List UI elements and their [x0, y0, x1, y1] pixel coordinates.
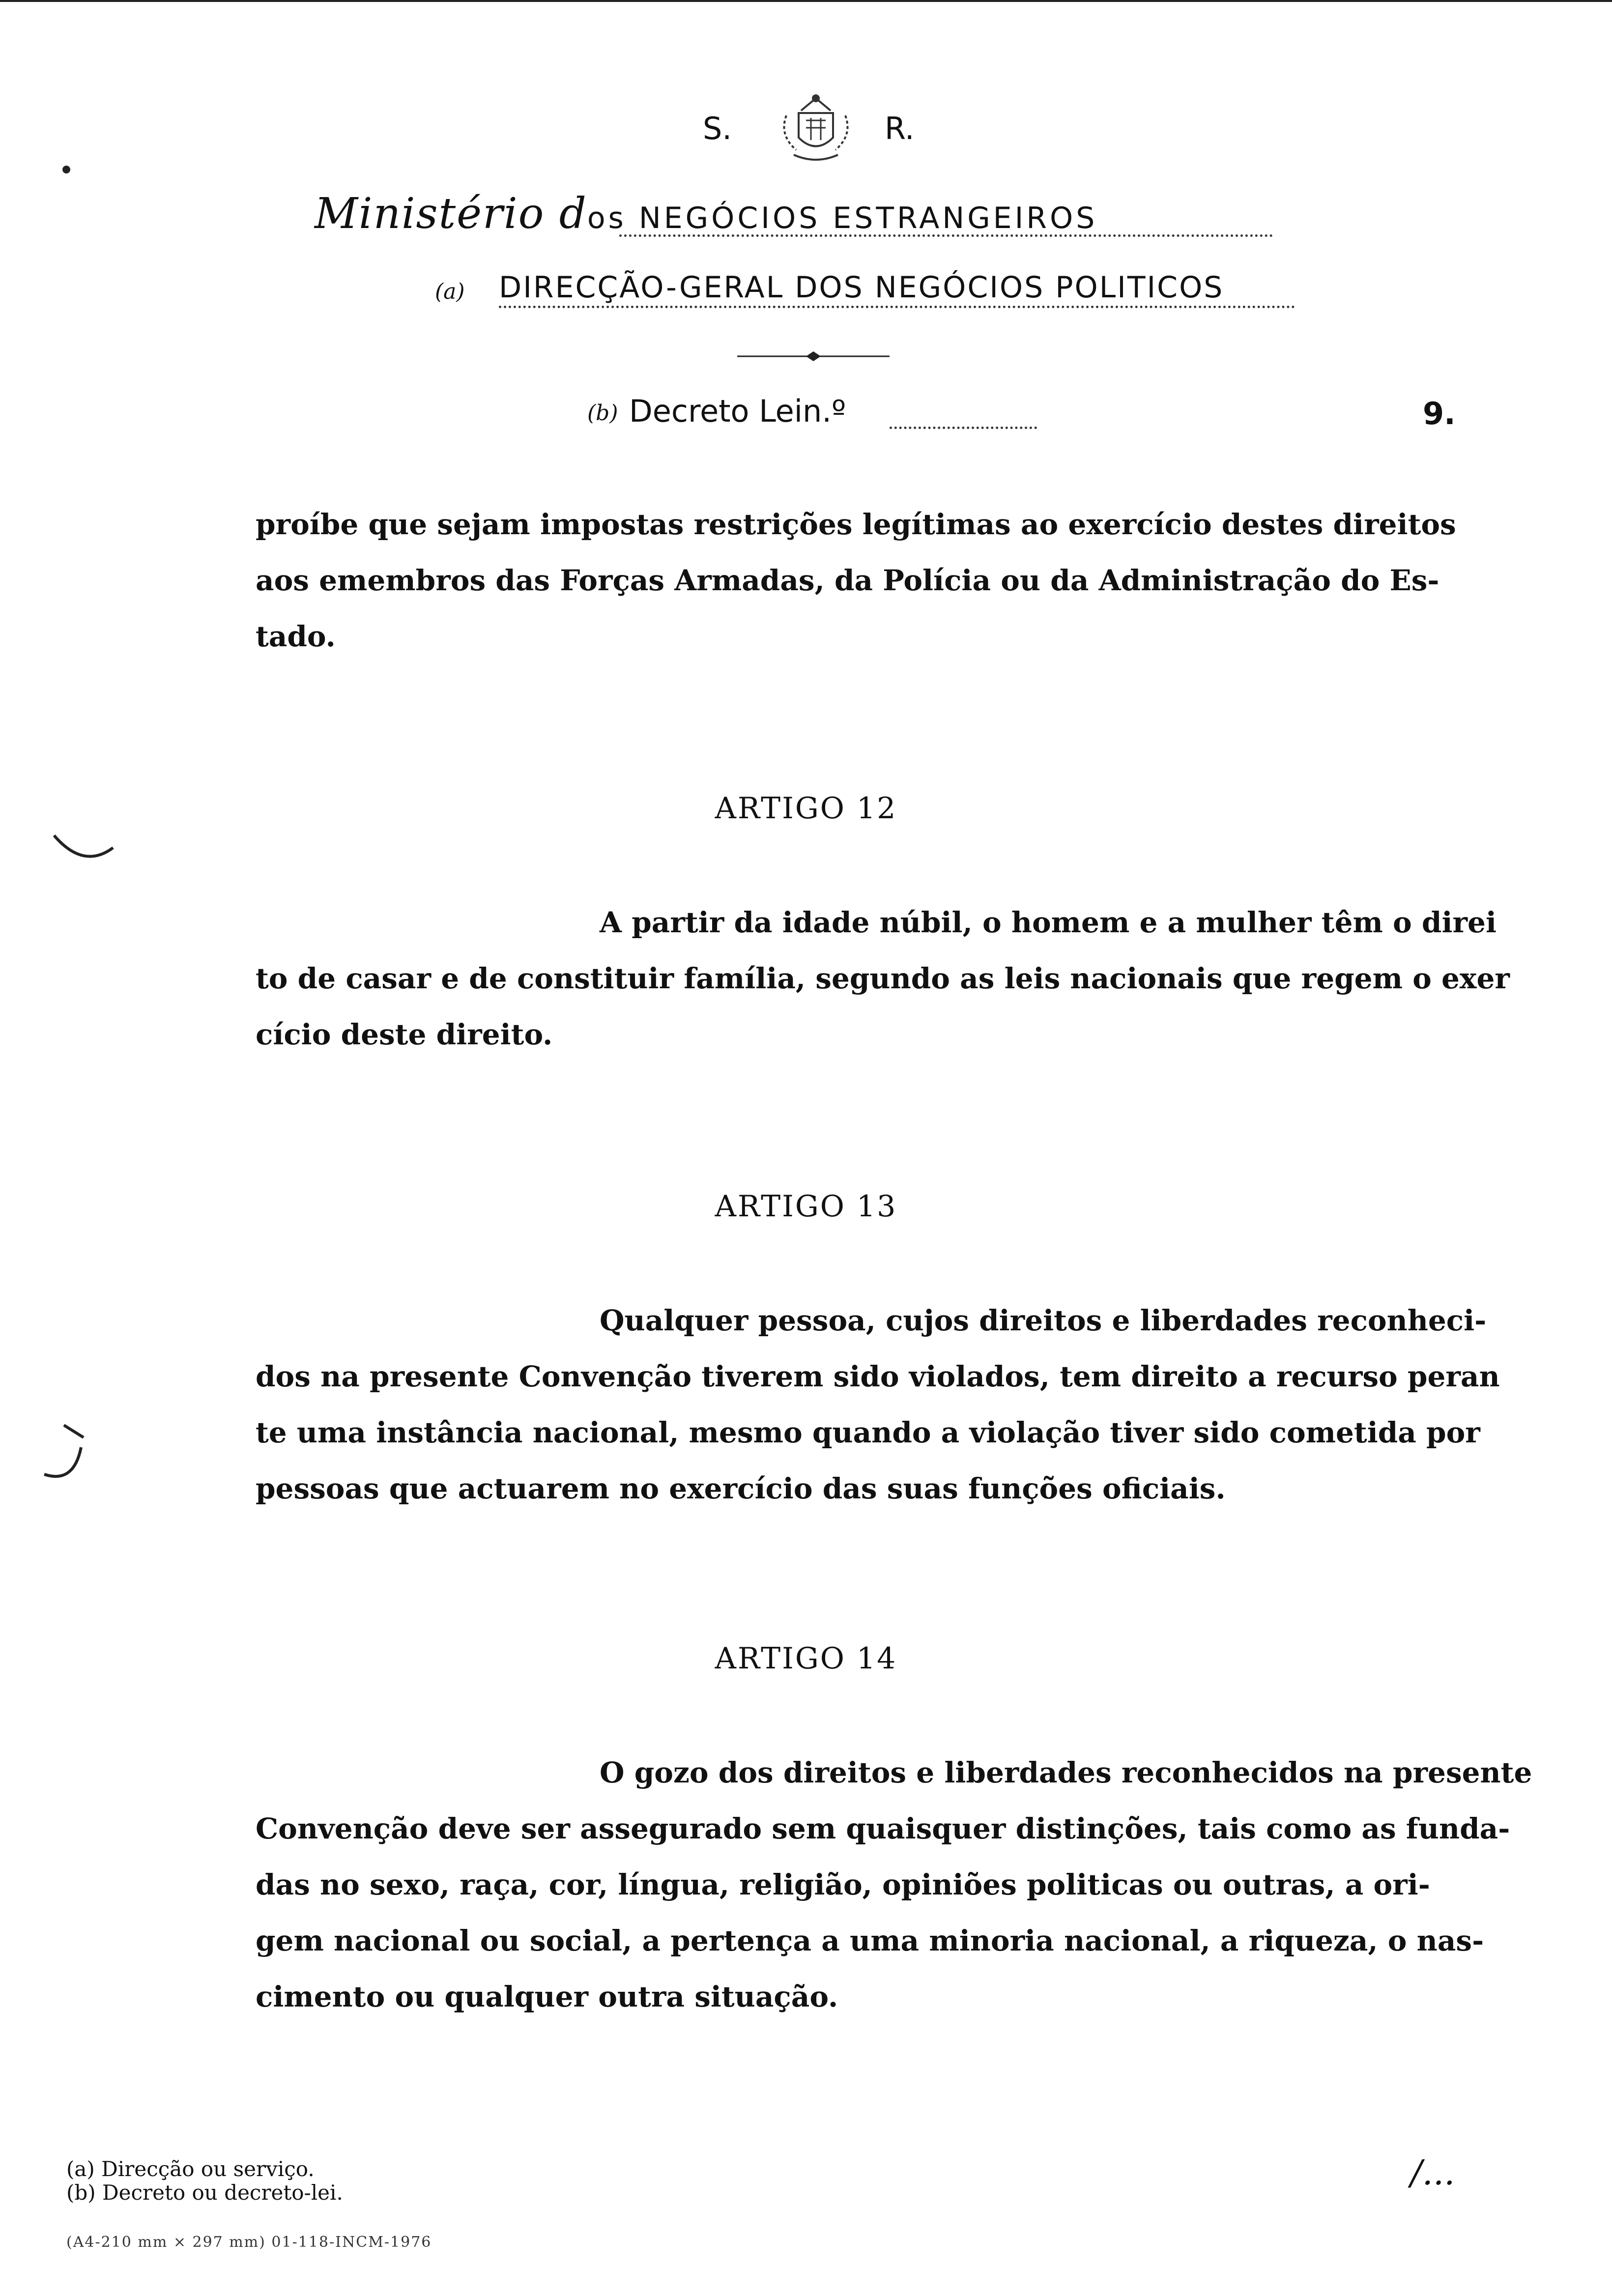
- text-line: Convenção deve ser assegurado sem quaisquer distinções, tais como as funda-: [256, 1812, 1510, 1845]
- ministry-dotted-line: [619, 234, 1273, 237]
- punch-hole-mark-icon: [49, 826, 118, 870]
- direction-footnote-marker: (a): [435, 279, 465, 304]
- scan-speck-icon: [59, 162, 74, 177]
- page-number: 9.: [1423, 396, 1456, 431]
- text-line: das no sexo, raça, cor, língua, religião, opiniões politicas ou outras, a ori-: [256, 1868, 1430, 1901]
- divider-ornament-icon: [737, 349, 890, 364]
- text-line: cício deste direito.: [256, 1018, 553, 1051]
- article-body: [256, 894, 1510, 1062]
- article-heading: ARTIGO 13: [715, 1189, 897, 1224]
- text-line: dos na presente Convenção tiverem sido violados, tem direito a recurso peran: [256, 1360, 1500, 1393]
- ministry-caps: os NEGÓCIOS ESTRANGEIROS: [587, 201, 1098, 235]
- footnote-a: (a) Direcção ou serviço.: [66, 2157, 315, 2181]
- punch-hole-mark-icon: [34, 1415, 93, 1494]
- letterhead-seal-row: [0, 91, 1612, 165]
- article-body: [256, 1292, 1500, 1517]
- article-body: [256, 1745, 1532, 2025]
- text-line: proíbe que sejam impostas restrições legítimas ao exercício destes direitos: [256, 508, 1456, 541]
- text-line: to de casar e de constituir família, segundo as leis nacionais que regem o exer: [256, 962, 1510, 995]
- direction-general: [499, 270, 1334, 305]
- intro-paragraph: [256, 496, 1456, 664]
- text-line: Qualquer pessoa, cujos direitos e liberdades reconheci-: [600, 1304, 1487, 1337]
- text-line: tado.: [256, 620, 336, 653]
- text-line: te uma instância nacional, mesmo quando a violação tiver sido cometida por: [256, 1416, 1480, 1449]
- form-code: (A4-210 mm × 297 mm) 01-118-INCM-1976: [66, 2234, 432, 2251]
- left-initial: S.: [703, 111, 732, 146]
- coat-of-arms-icon: [767, 91, 865, 165]
- text-line: cimento ou qualquer outra situação.: [256, 1980, 838, 2013]
- top-edge-line: [0, 0, 1612, 2]
- article-heading: ARTIGO 12: [715, 791, 897, 826]
- decreto-dotted-line: [890, 427, 1037, 429]
- decreto-footnote-marker: (b): [587, 401, 618, 426]
- right-initial: R.: [885, 111, 915, 146]
- direction-dotted-line: [499, 306, 1295, 308]
- direction-text: DIRECÇÃO-GERAL DOS NEGÓCIOS POLITICOS: [499, 270, 1224, 305]
- ministry-script: Ministério d: [315, 189, 587, 238]
- text-line: pessoas que actuarem no exercício das suas funções oficiais.: [256, 1472, 1226, 1505]
- text-line: O gozo dos direitos e liberdades reconhecidos na presente: [600, 1756, 1532, 1789]
- continuation-mark: /...: [1410, 2152, 1455, 2193]
- footnote-b: (b) Decreto ou decreto-lei.: [66, 2181, 343, 2205]
- footnotes: [66, 2157, 343, 2205]
- text-line: gem nacional ou social, a pertença a uma minoria nacional, a riqueza, o nas-: [256, 1924, 1484, 1957]
- text-line: aos emembros das Forças Armadas, da Polícia ou da Administração do Es-: [256, 564, 1439, 597]
- article-heading: ARTIGO 14: [715, 1641, 897, 1676]
- decreto-label: Decreto Lein.º: [629, 393, 846, 429]
- ministry-title: [315, 189, 1273, 243]
- text-line: A partir da idade núbil, o homem e a mulher têm o direi: [600, 906, 1497, 939]
